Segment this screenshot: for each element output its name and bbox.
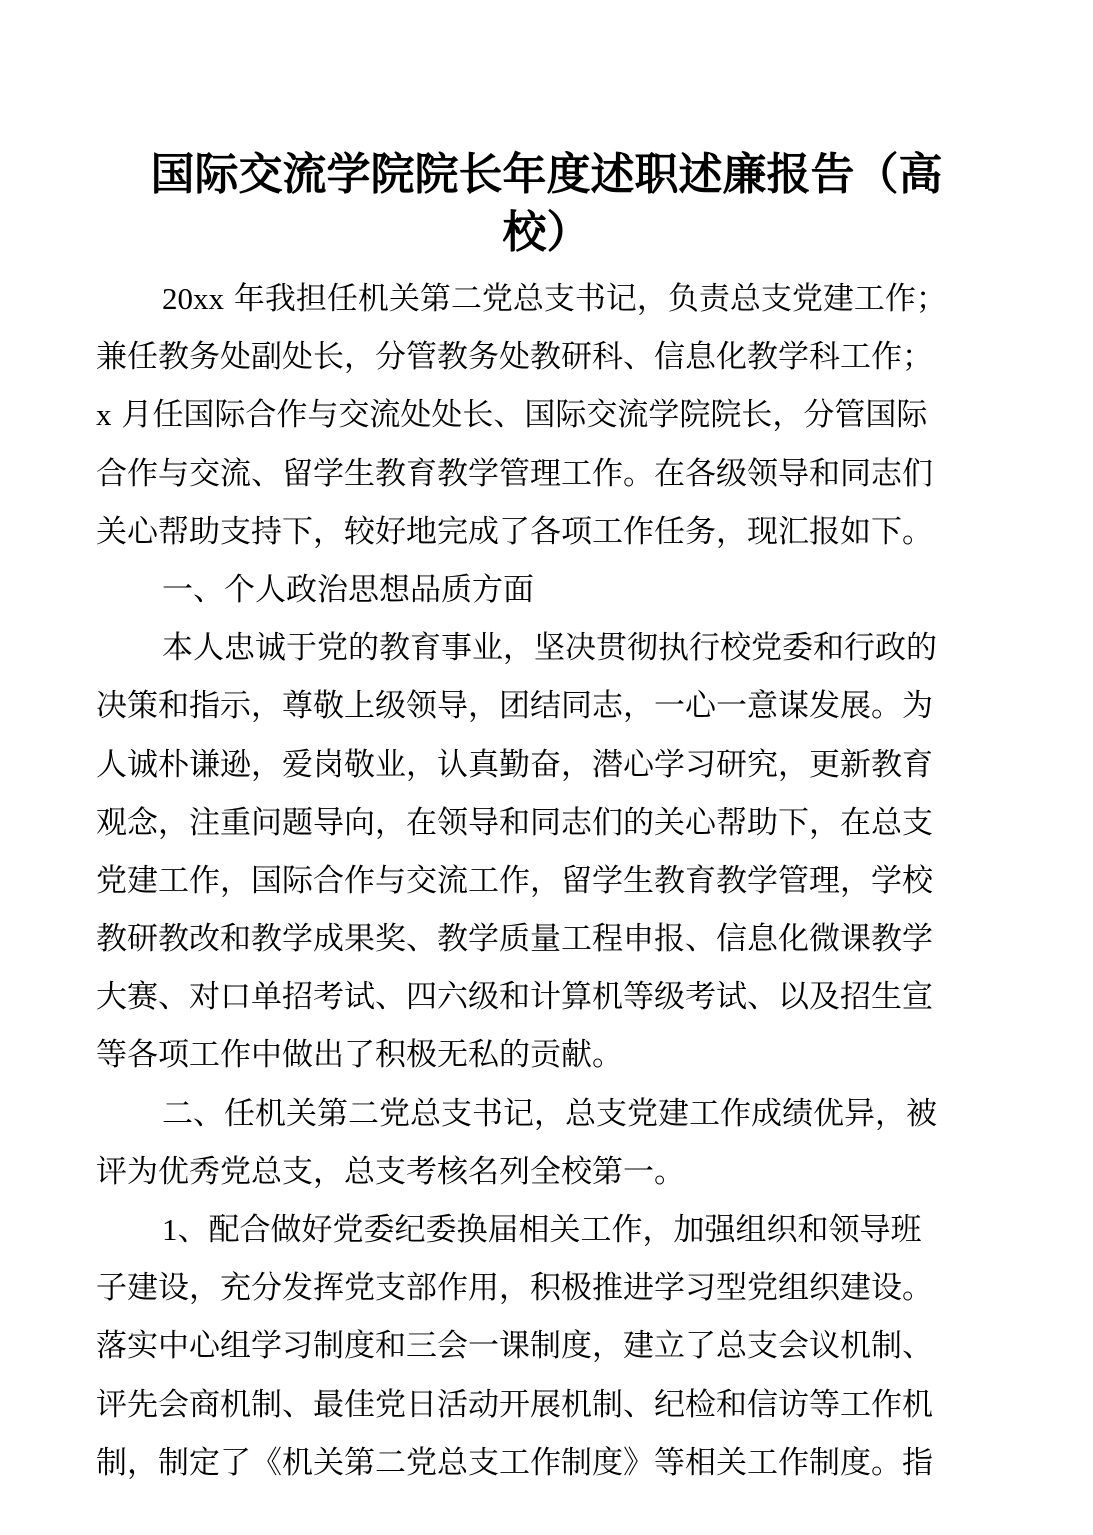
paragraph-line	[96, 619, 1036, 677]
line-text: 教研教改和教学成果奖、教学质量工程申报、信息化微课教学	[96, 921, 933, 958]
line-text: 兼任教务处副处长，分管教务处教研科、信息化教学科工作；	[96, 339, 933, 376]
line-text: 落实中心组学习制度和三会一课制度，建立了总支会议机制、	[96, 1328, 933, 1365]
section-heading	[96, 1085, 1036, 1143]
line-text: 人诚朴谦逊，爱岗敬业，认真勤奋，潜心学习研究，更新教育	[96, 746, 933, 783]
title-line-1: 国际交流学院院长年度述职述廉报告（高	[150, 149, 943, 200]
paragraph-line	[96, 1317, 1036, 1375]
title-line-2: 校）	[502, 207, 591, 258]
line-text: 制，制定了《机关第二党总支工作制度》等相关工作制度。指	[96, 1444, 933, 1481]
line-text: 年我担任机关第二党总支书记，负责总支党建工作；	[224, 281, 947, 317]
paragraph-line	[96, 386, 1036, 444]
paragraph-line	[96, 328, 1036, 386]
document-body	[96, 270, 1036, 1492]
line-number-text: 1	[162, 1212, 178, 1247]
paragraph-line	[96, 1376, 1036, 1434]
paragraph-line	[96, 852, 1036, 910]
paragraph-line	[96, 968, 1036, 1026]
paragraph-line	[96, 270, 1036, 328]
line-text: 评为优秀党总支，总支考核名列全校第一。	[96, 1153, 685, 1190]
paragraph-line	[96, 1201, 1036, 1259]
line-text: 等各项工作中做出了积极无私的贡献。	[96, 1037, 623, 1074]
document-title	[96, 146, 997, 262]
paragraph-line	[96, 736, 1036, 794]
line-number-text: x	[96, 397, 112, 433]
line-text: 观念，注重问题导向，在领导和同志们的关心帮助下，在总支	[96, 804, 933, 841]
paragraph-line	[96, 1143, 1036, 1201]
line-text: 党建工作，国际合作与交流工作，留学生教育教学管理，学校	[96, 862, 933, 899]
line-text: 决策和指示，尊敬上级领导，团结同志，一心一意谋发展。为	[96, 688, 933, 725]
line-text: 一、个人政治思想品质方面	[162, 571, 534, 608]
line-text: 二、任机关第二党总支书记，总支党建工作成绩优异，被	[162, 1095, 937, 1132]
section-heading	[96, 561, 1036, 619]
paragraph-line	[96, 445, 1036, 503]
line-text: 、配合做好党委纪委换届相关工作，加强组织和领导班	[177, 1212, 922, 1248]
line-text: 合作与交流、留学生教育教学管理工作。在各级领导和同志们	[96, 455, 933, 492]
line-text: 月任国际合作与交流处处长、国际交流学院院长，分管国际	[111, 397, 928, 434]
paragraph-line	[96, 503, 1036, 561]
line-text: 大赛、对口单招考试、四六级和计算机等级考试、以及招生宣	[96, 979, 933, 1016]
paragraph-line	[96, 1259, 1036, 1317]
line-text: 关心帮助支持下，较好地完成了各项工作任务，现汇报如下。	[96, 513, 933, 550]
paragraph-line	[96, 1026, 1036, 1084]
paragraph-line	[96, 794, 1036, 852]
line-text: 评先会商机制、最佳党日活动开展机制、纪检和信访等工作机	[96, 1386, 933, 1423]
line-text: 子建设，充分发挥党支部作用，积极推进学习型党组织建设。	[96, 1270, 933, 1307]
line-number-text: 20xx	[162, 281, 224, 316]
paragraph-line	[96, 1434, 1036, 1492]
line-text: 本人忠诚于党的教育事业，坚决贯彻执行校党委和行政的	[162, 630, 937, 667]
paragraph-line	[96, 677, 1036, 735]
paragraph-line	[96, 910, 1036, 968]
